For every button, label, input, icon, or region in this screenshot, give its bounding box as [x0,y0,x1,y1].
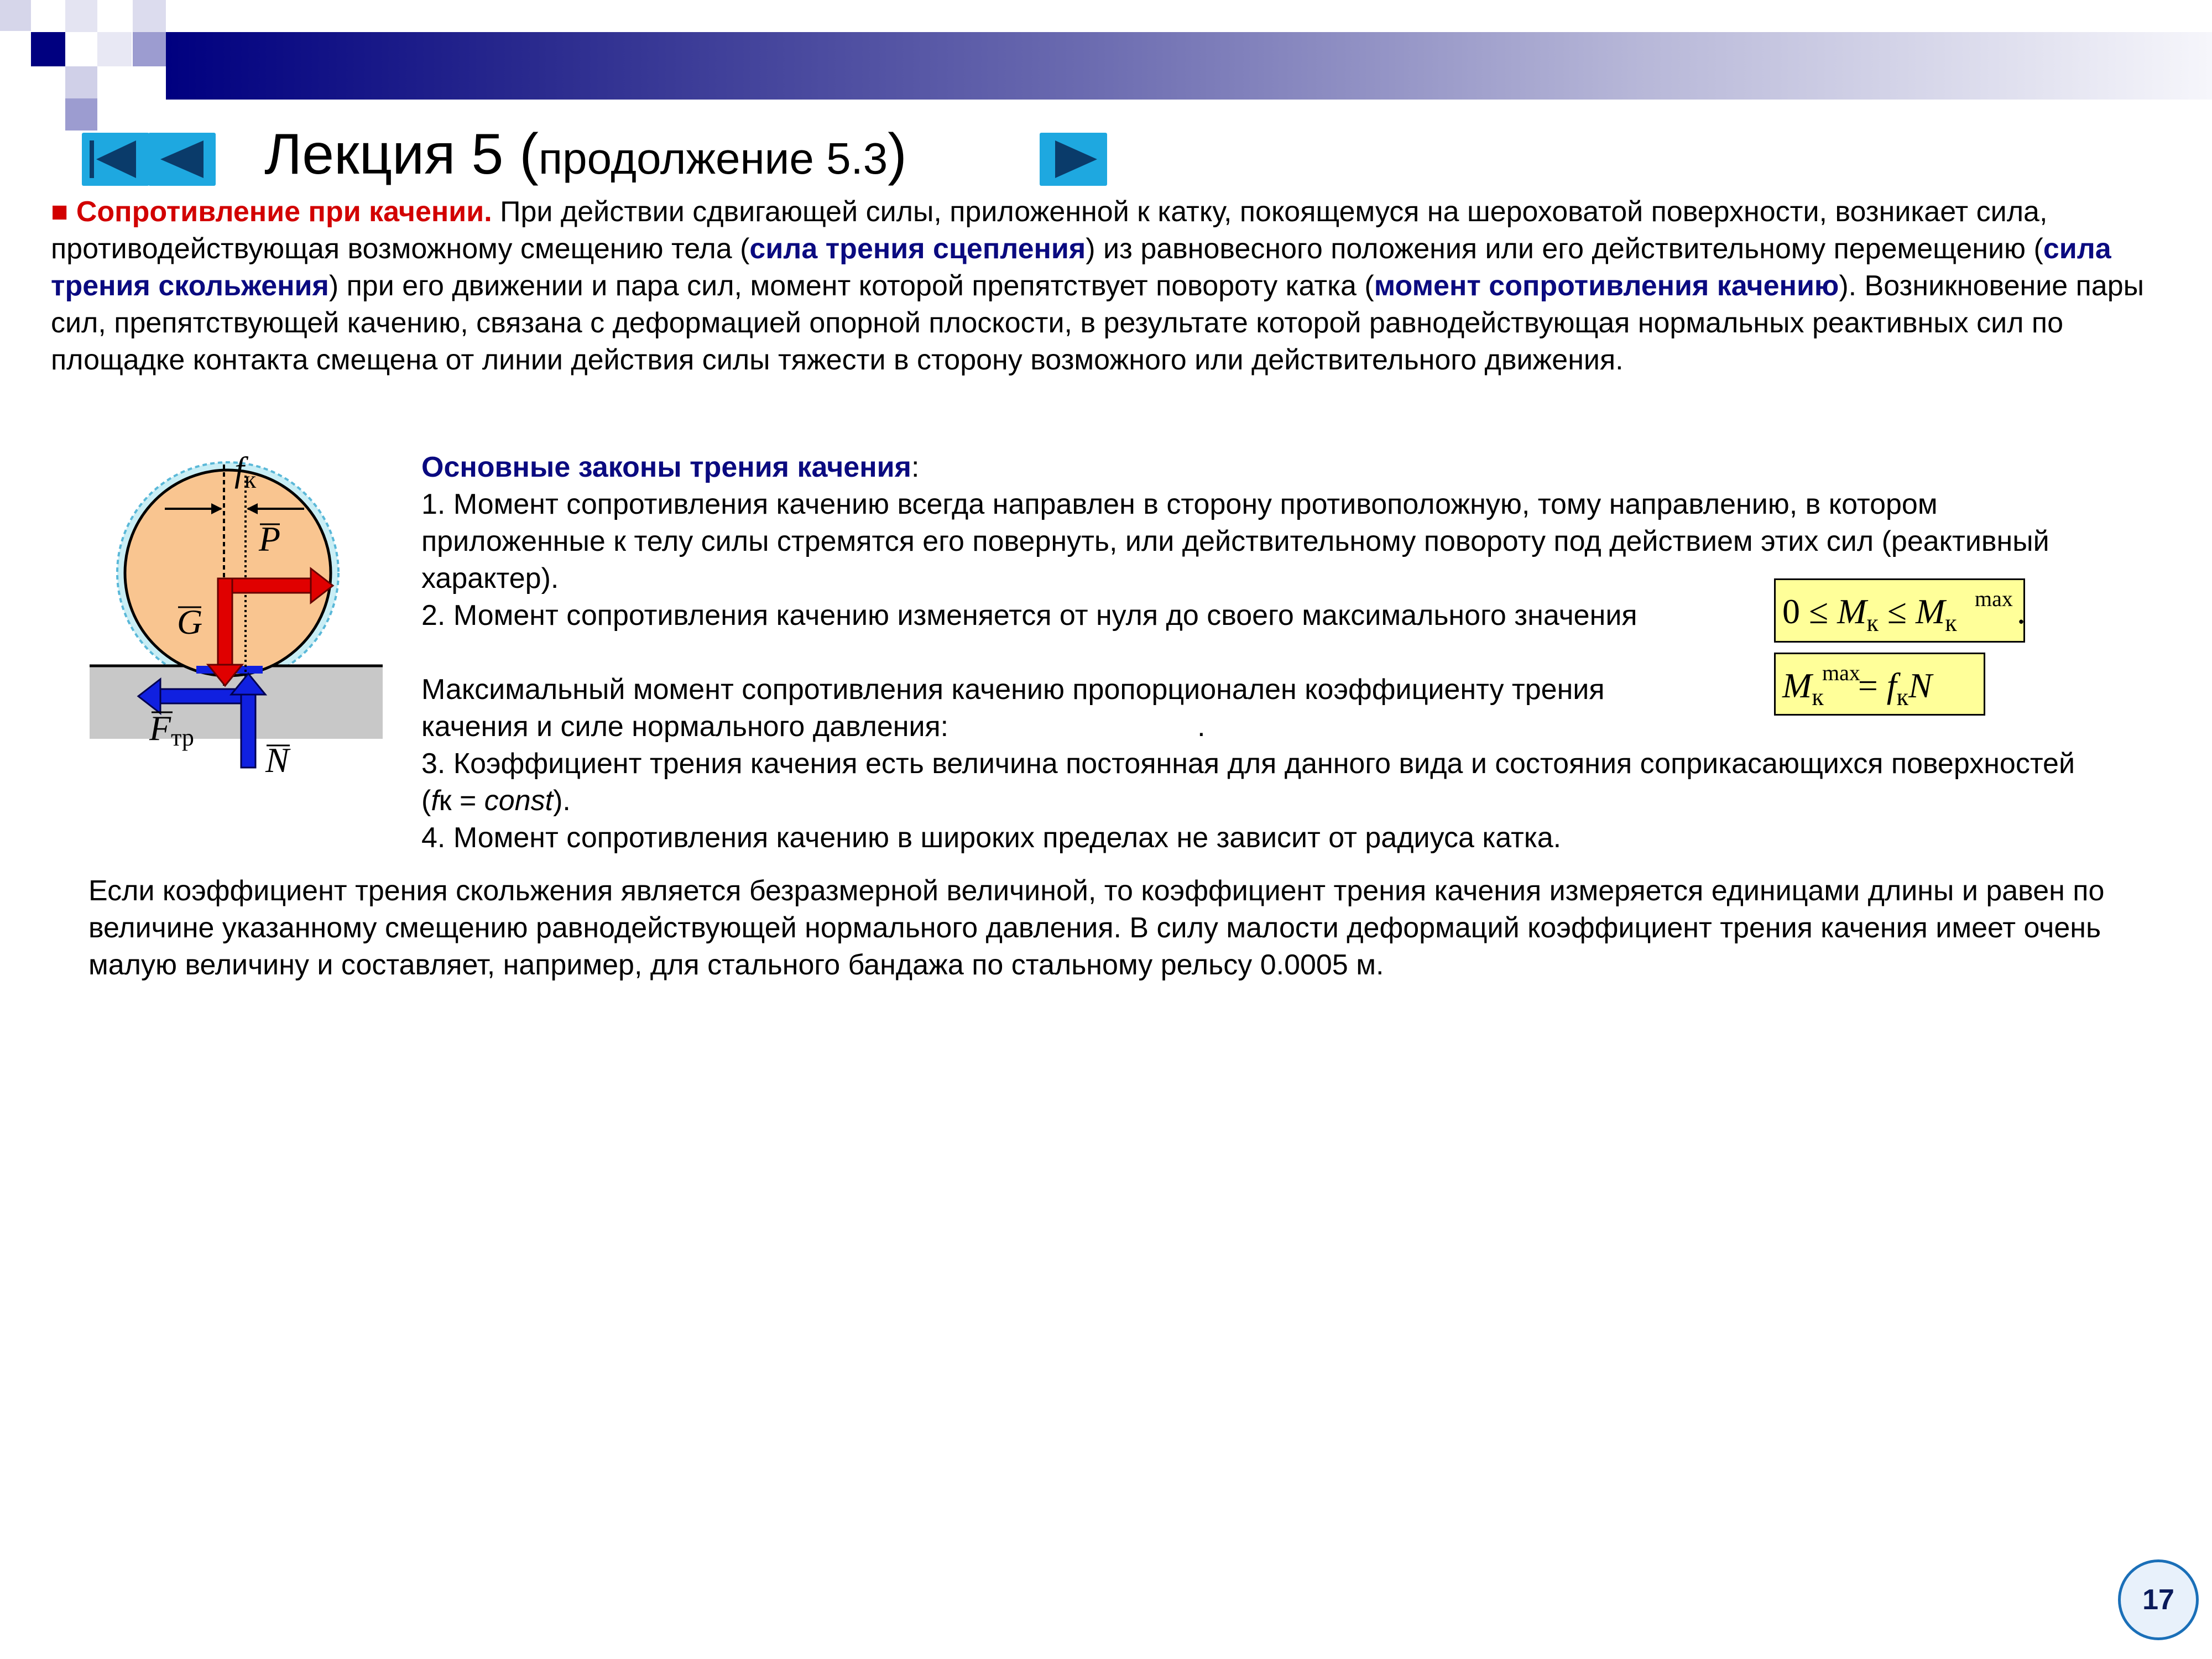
deco-square [133,0,166,32]
f-label: Fтр [149,708,194,751]
p-label: P [259,519,281,559]
formula1-k: к [1866,609,1879,637]
laws-heading-line [421,449,2097,486]
law-2-note-line-1: Максимальный момент сопротивления качению пропорционален коэффициенту трения [421,674,1605,706]
deco-square [97,32,132,66]
intro-text: ) из равновесного положения или его действительному перемещению ( [1086,233,2043,265]
formula-max-moment [1774,653,1985,716]
rolling-friction-diagram [83,442,393,785]
formula1-dot: . [2017,592,2026,631]
force-f-arrow [160,689,241,703]
deco-square [65,66,97,98]
formula2-max: max [1822,660,1860,685]
first-slide-button[interactable] [82,133,149,186]
law-3-text: 3. Коэффициент трения качения есть величина постоянная для данного вида и состояния соприкасающихся поверхностей ( [421,748,2075,817]
law-1: 1. Момент сопротивления качению всегда направлен в сторону противоположную, тому направлению, в котором приложенные к телу силы стремятся его повернуть, или действительному повороту под действием этих сил (реактивный характер). [421,488,2049,594]
title-close: ) [888,122,907,186]
formula2-f: f [1886,666,1897,705]
law-3-eq: = [451,785,484,817]
law-2: 2. Момент сопротивления качению изменяется от нуля до своего максимального значения [421,599,1637,632]
force-n-arrow [241,695,255,768]
force-p-arrow [228,578,311,593]
intro-text: ) при его движении и пара сил, момент которой препятствует повороту катка ( [328,270,1374,302]
next-slide-button[interactable] [1040,133,1107,186]
previous-slide-button[interactable] [148,133,216,186]
formula1-k-max: к [1945,609,1957,637]
formula1-zero: 0 ≤ [1782,592,1838,631]
law-3-end: ). [553,785,571,817]
formula-moment-range [1774,578,2025,643]
intro-text: При действии сдвигающей силы, приложенной к катку, покоящемуся на шероховатой поверхности, возникает сила, противодействующая возможному смещению тела ( [51,196,2048,265]
law-3 [421,745,2097,820]
deco-square [0,0,31,31]
arrow-left-icon [148,133,216,186]
intro-text: ). Возникновение пары сил, препятствующей качению, связана с деформацией опорной плоскости, в результате которой равнодействующая нормальных реактивных сил по площадке контакта смещена от линии действия силы тяжести в сторону возможного или действительного движения. [51,270,2145,376]
formula1-le: ≤ [1878,592,1916,631]
deco-square [65,98,97,131]
intro-heading: Сопротивление при качении. [76,196,492,228]
law-4: 4. Момент сопротивления качению в широких пределах не зависит от радиуса катка. [421,822,1562,854]
law-2-note-end: . [1197,711,1206,743]
formula2-m: M [1782,666,1812,705]
deco-square [65,0,97,32]
n-label: N [265,740,289,780]
term-rolling-resistance-moment: момент сопротивления качению [1374,270,1839,302]
title-gradient-bar [166,32,2212,100]
term-sliding-friction: сила трения скольжения [51,233,2111,302]
deco-square [133,32,166,66]
slide-number-badge: 17 [2118,1559,2199,1640]
laws-heading-colon: : [911,451,920,483]
intro-paragraph [51,194,2197,379]
law-2-note-text: качения и силе нормального давления: [421,711,949,743]
law-3-fk: f [431,785,439,817]
arrow-right-icon [1040,133,1107,186]
term-static-friction: сила трения сцепления [749,233,1086,265]
skip-to-first-icon [82,133,149,186]
laws-heading: Основные законы трения качения [421,451,911,483]
formula2-n: N [1908,666,1932,705]
formula1-max: max [1975,586,2013,611]
deco-square [31,32,65,66]
title-sub: продолжение 5.3 [538,134,888,183]
formula2-k: к [1812,684,1824,711]
law-3-const: const [484,785,554,817]
g-label: G [177,602,203,641]
force-g-arrow [218,578,232,665]
bullet-icon: ■ [51,196,76,228]
formula2-eq: = [1849,666,1887,705]
page-title [264,122,907,187]
title-main: Лекция 5 ( [264,122,539,186]
formula1-m-max: M [1915,592,1945,631]
conclusion-paragraph: Если коэффициент трения скольжения является безразмерной величиной, то коэффициент трения качения измеряется единицами длины и равен по величине указанному смещению равнодействующей нормального давления. В силу малости деформаций коэффициент трения качения имеет очень малую величину и составляет, например, для стального бандажа по стальному рельсу 0.0005 м. [88,875,2105,981]
fk-label: fк [234,450,257,493]
law-3-k: к [439,785,452,817]
formula2-k2: к [1896,684,1908,711]
formula1-m: M [1837,592,1867,631]
